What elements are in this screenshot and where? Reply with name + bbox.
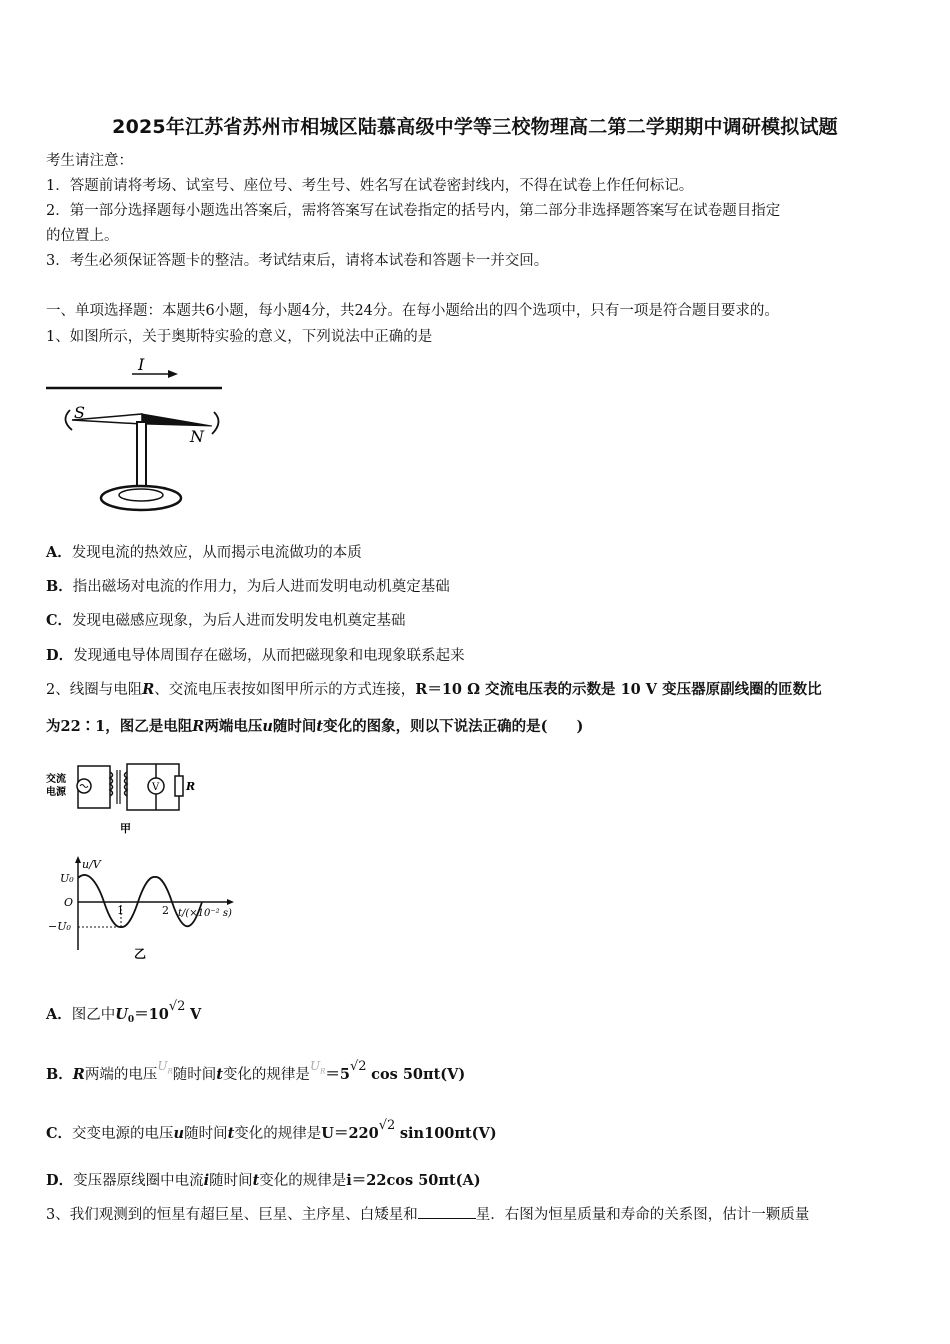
option-letter: C． <box>46 612 73 629</box>
section-1-heading: 一、单项选择题：本题共6小题，每小题4分，共24分。在每小题给出的四个选项中，只有一项是符合题目要求的。 <box>46 303 779 319</box>
q2-option-c[interactable] <box>46 1118 497 1146</box>
oersted-figure <box>44 352 234 524</box>
north-pole-label: N <box>190 427 204 446</box>
stem-text: 、交流电压表按如图甲所示的方式连接， <box>154 682 416 698</box>
current-label: I <box>138 355 145 374</box>
y-axis-label: u/V <box>82 858 101 871</box>
option-var: U <box>115 1006 128 1023</box>
option-eq: ＝10 <box>134 1006 169 1023</box>
option-eq: i＝22cos 50πt(A) <box>346 1172 481 1189</box>
neg-u0-label: −U₀ <box>48 920 71 933</box>
tick-1-label: 1 <box>117 904 124 917</box>
stem-eq: R＝10 Ω 交流电压表的示数是 10 V 变压器原副线圈的匝数比 <box>415 681 822 698</box>
sqrt-symbol: √2 <box>168 999 186 1014</box>
answer-blank[interactable] <box>418 1205 476 1219</box>
option-text: 变压器原线圈中电流 <box>73 1173 204 1189</box>
notice-item-2-cont: 的位置上。 <box>46 228 119 244</box>
option-text: 变化的规律是 <box>222 1067 310 1083</box>
source-label-line-1: 交流 <box>46 774 66 785</box>
option-unit: V <box>190 1006 202 1023</box>
option-text: 交变电源的电压 <box>72 1126 174 1142</box>
exam-title: 2025年江苏省苏州市相城区陆慕高级中学等三校物理高二第二学期期中调研模拟试题 <box>112 116 838 138</box>
q3-stem <box>46 1204 809 1226</box>
option-letter: A． <box>46 544 72 561</box>
q1-option-b[interactable] <box>46 576 450 598</box>
sqrt-symbol: √2 <box>349 1059 367 1074</box>
option-text: 变化的规律是 <box>259 1173 347 1189</box>
option-eq: ＝5 <box>325 1066 350 1083</box>
q1-option-c[interactable] <box>46 610 406 632</box>
q1-option-d[interactable] <box>46 645 465 667</box>
option-var: R <box>72 1066 85 1083</box>
stem-var: u <box>262 718 273 735</box>
q2-option-b[interactable] <box>46 1059 466 1091</box>
stem-text: 变化的图象，则以下说法正确的是( ) <box>323 718 584 735</box>
stem-text: 3、我们观测到的恒星有超巨星、巨星、主序星、白矮星和 <box>46 1207 418 1223</box>
option-letter: D． <box>46 647 74 664</box>
south-pole-label: S <box>74 403 85 422</box>
u0-label: U₀ <box>60 872 74 885</box>
stem-var: R <box>192 718 205 735</box>
notice-item-3: 3．考生必须保证答题卡的整洁。考试结束后，请将本试卷和答题卡一并交回。 <box>46 253 549 269</box>
option-text: 指出磁场对电流的作用力，为后人进而发明电动机奠定基础 <box>72 579 450 595</box>
stem-text: 为22∶1，图乙是电阻 <box>46 718 193 735</box>
option-var: i <box>203 1172 210 1189</box>
voltmeter-label: V <box>152 782 160 793</box>
option-text: 发现通电导体周围存在磁场，从而把磁现象和电现象联系起来 <box>73 648 465 664</box>
q1-stem: 1、如图所示，关于奥斯特实验的意义，下列说法中正确的是 <box>46 329 433 345</box>
graph-caption: 乙 <box>134 947 147 961</box>
option-text: 图乙中 <box>71 1007 116 1023</box>
source-label-line-2: 电源 <box>46 787 66 798</box>
option-text: 两端的电压 <box>84 1067 158 1083</box>
stem-text: 两端电压 <box>204 718 263 735</box>
notice-item-1: 1．答题前请将考场、试室号、座位号、考生号、姓名写在试卷密封线内，不得在试卷上作任何标记。 <box>46 178 694 194</box>
option-var: t <box>227 1125 235 1142</box>
stem-text: 随时间 <box>272 718 317 735</box>
option-letter: B． <box>46 578 73 595</box>
option-text: 发现电流的热效应，从而揭示电流做功的本质 <box>71 545 362 561</box>
option-var: t <box>216 1066 223 1083</box>
option-eq-tail: sin100πt(V) <box>399 1125 497 1142</box>
option-letter: C． <box>46 1125 73 1142</box>
origin-label: O <box>64 896 74 909</box>
stem-text: 2、线圈与电阻 <box>46 682 143 698</box>
option-text: 变化的规律是 <box>234 1126 322 1142</box>
voltage-curve <box>78 875 202 927</box>
q2-option-a[interactable] <box>46 999 202 1031</box>
stem-var: t <box>316 718 324 735</box>
ur-symbol: UR <box>157 1059 173 1076</box>
q1-option-a[interactable] <box>46 542 362 564</box>
q2-stem-line-1 <box>46 679 822 701</box>
option-text: 随时间 <box>184 1126 228 1142</box>
option-letter: B． <box>46 1066 73 1083</box>
option-var: u <box>173 1125 185 1142</box>
circuit-caption: 甲 <box>120 822 131 835</box>
option-var: t <box>252 1172 260 1189</box>
option-text: 随时间 <box>172 1067 217 1083</box>
resistor-label: R <box>186 780 196 793</box>
tick-2-label: 2 <box>162 904 169 917</box>
ur-symbol: UR <box>309 1059 326 1076</box>
voltage-graph <box>44 854 254 966</box>
notice-item-2: 2．第一部分选择题每小题选出答案后，需将答案写在试卷指定的括号内，第二部分非选择题答案写在试卷题目指定 <box>46 203 781 219</box>
option-text: 发现电磁感应现象，为后人进而发明发电机奠定基础 <box>72 613 406 629</box>
option-sub: 0 <box>127 1015 135 1025</box>
q2-stem-line-2 <box>46 716 583 738</box>
option-letter: A． <box>46 1006 72 1023</box>
notice-header: 考生请注意： <box>46 153 133 169</box>
stem-text: 星．右图为恒星质量和寿命的关系图，估计一颗质量 <box>475 1207 810 1223</box>
stem-var: R <box>142 681 155 698</box>
option-eq: U＝220 <box>321 1125 379 1142</box>
option-text: 随时间 <box>209 1173 253 1189</box>
x-axis-label: t/(×10⁻² s) <box>178 908 232 919</box>
sqrt-symbol: √2 <box>378 1118 396 1133</box>
q2-option-d[interactable] <box>46 1170 481 1192</box>
circuit-figure <box>44 760 214 838</box>
option-eq-tail: cos 50πt(V) <box>371 1066 466 1083</box>
option-letter: D． <box>46 1172 74 1189</box>
